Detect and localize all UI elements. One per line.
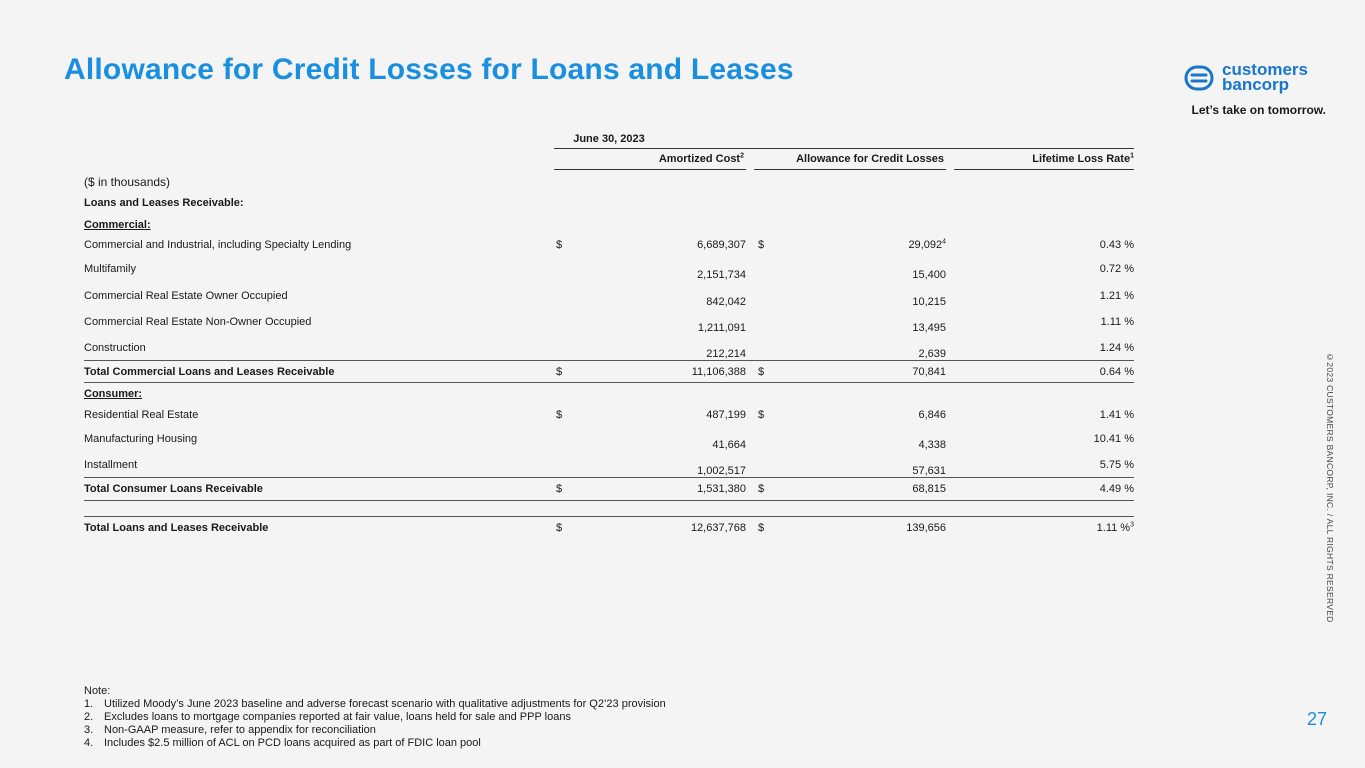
amortized-cost-cell: 11,106,388 — [691, 366, 746, 378]
loss-rate-cell: 0.72 % — [1099, 263, 1134, 275]
amortized-cost-cell: 487,199 — [706, 409, 746, 421]
amortized-cost-cell: 1,211,091 — [697, 322, 746, 334]
copyright: ©2023 CUSTOMERS BANCORP, INC. / ALL RIGHTS RESERVED — [1325, 352, 1335, 623]
loss-rate-cell: 5.75 % — [1099, 459, 1134, 471]
divider — [84, 477, 1134, 478]
row-label: Total Commercial Loans and Leases Receivable — [84, 366, 335, 378]
footnote: 4. Includes $2.5 million of ACL on PCD loans acquired as part of FDIC loan pool — [84, 737, 481, 749]
loss-rate-cell: 1.24 % — [1099, 342, 1134, 354]
page-number: 27 — [1306, 709, 1327, 729]
tagline: Let’s take on tomorrow. — [1191, 103, 1326, 117]
amortized-cost-cell: 212,214 — [706, 348, 746, 360]
amortized-cost-cell: 1,002,517 — [697, 465, 746, 477]
units-label: ($ in thousands) — [84, 175, 171, 189]
col-header-loss-rate: Lifetime Loss Rate$^1$ — [1032, 152, 1134, 165]
brand-line-2: bancorp — [1222, 75, 1290, 94]
row-label: Construction — [84, 342, 146, 354]
loss-rate-cell: 4.49 % — [1099, 483, 1134, 495]
row-label: Multifamily — [84, 263, 136, 275]
dollar-sign: $ — [556, 483, 563, 495]
consumer-heading: Consumer: — [84, 388, 143, 400]
col-underline-2 — [754, 169, 946, 170]
row-label: Installment — [84, 459, 138, 471]
brand-name — [1222, 62, 1332, 92]
footnote: 3. Non-GAAP measure, refer to appendix for reconciliation — [84, 724, 376, 736]
dollar-sign: $ — [758, 483, 765, 495]
divider — [84, 382, 1134, 383]
row-label: Commercial and Industrial, including Specialty Lending — [84, 239, 352, 251]
amortized-cost-cell: 6,689,307 — [697, 239, 746, 251]
notes-heading: Note: — [84, 685, 111, 697]
amortized-cost-cell: 12,637,768 — [690, 522, 746, 534]
footnotes — [84, 685, 666, 750]
dollar-sign: $ — [556, 522, 563, 534]
col-underline-1 — [554, 169, 746, 170]
loss-rate-cell: 1.11 %$^3$ — [1096, 521, 1134, 534]
divider — [84, 516, 1134, 517]
acl-cell: 10,215 — [912, 296, 946, 308]
customers-bancorp-logo-icon — [1184, 65, 1214, 91]
dollar-sign: $ — [556, 409, 563, 421]
acl-cell: 139,656 — [906, 522, 946, 534]
acl-cell: 70,841 — [912, 366, 946, 378]
col-underline-3 — [954, 169, 1134, 170]
amortized-cost-cell: 2,151,734 — [697, 269, 746, 281]
row-label: Commercial Real Estate Owner Occupied — [84, 290, 288, 302]
loss-rate-cell: 10.41 % — [1093, 433, 1134, 445]
dollar-sign: $ — [556, 239, 563, 251]
loss-rate-cell: 1.41 % — [1099, 409, 1134, 421]
col-header-amortized-cost: Amortized Cost$^2$ — [658, 152, 744, 165]
loss-rate-cell: 1.21 % — [1099, 290, 1134, 302]
col-header-acl: Allowance for Credit Losses — [796, 153, 944, 165]
amortized-cost-cell: 41,664 — [712, 439, 746, 451]
footnote: 1. Utilized Moody’s June 2023 baseline and adverse forecast scenario with qualitative adjustments for Q2’23 provision — [84, 698, 666, 710]
row-label: Residential Real Estate — [84, 409, 199, 421]
loss-rate-cell: 1.11 % — [1100, 316, 1134, 328]
acl-cell: 13,495 — [912, 322, 946, 334]
loss-rate-cell: 0.64 % — [1099, 366, 1134, 378]
divider — [84, 360, 1134, 361]
amortized-cost-cell: 842,042 — [706, 296, 746, 308]
commercial-heading: Commercial: — [84, 219, 151, 231]
section-heading: Loans and Leases Receivable: — [84, 197, 244, 209]
acl-cell: 2,639 — [918, 348, 946, 360]
dollar-sign: $ — [758, 366, 765, 378]
row-label: Manufacturing Housing — [84, 433, 198, 445]
period-header: June 30, 2023 — [573, 133, 645, 145]
acl-cell: 57,631 — [912, 465, 946, 477]
dollar-sign: $ — [556, 366, 563, 378]
dollar-sign: $ — [758, 239, 765, 251]
acl-cell: 4,338 — [918, 439, 946, 451]
brand-line-1: customers — [1222, 60, 1308, 79]
acl-cell: 29,092$^4$ — [908, 238, 946, 251]
footnote: 2. Excludes loans to mortgage companies reported at fair value, loans held for sale and PPP loans — [84, 711, 571, 723]
row-label: Total Consumer Loans Receivable — [84, 483, 263, 495]
row-label: Total Loans and Leases Receivable — [84, 522, 269, 534]
acl-cell: 68,815 — [912, 483, 946, 495]
period-underline — [554, 148, 1134, 149]
dollar-sign: $ — [758, 409, 765, 421]
dollar-sign: $ — [758, 522, 765, 534]
row-label: Commercial Real Estate Non-Owner Occupied — [84, 316, 312, 328]
acl-cell: 15,400 — [912, 269, 946, 281]
page-title: Allowance for Credit Losses for Loans and Leases — [64, 53, 794, 86]
divider — [84, 500, 1134, 501]
acl-cell: 6,846 — [918, 409, 946, 421]
loss-rate-cell: 0.43 % — [1099, 239, 1134, 251]
amortized-cost-cell: 1,531,380 — [697, 483, 746, 495]
